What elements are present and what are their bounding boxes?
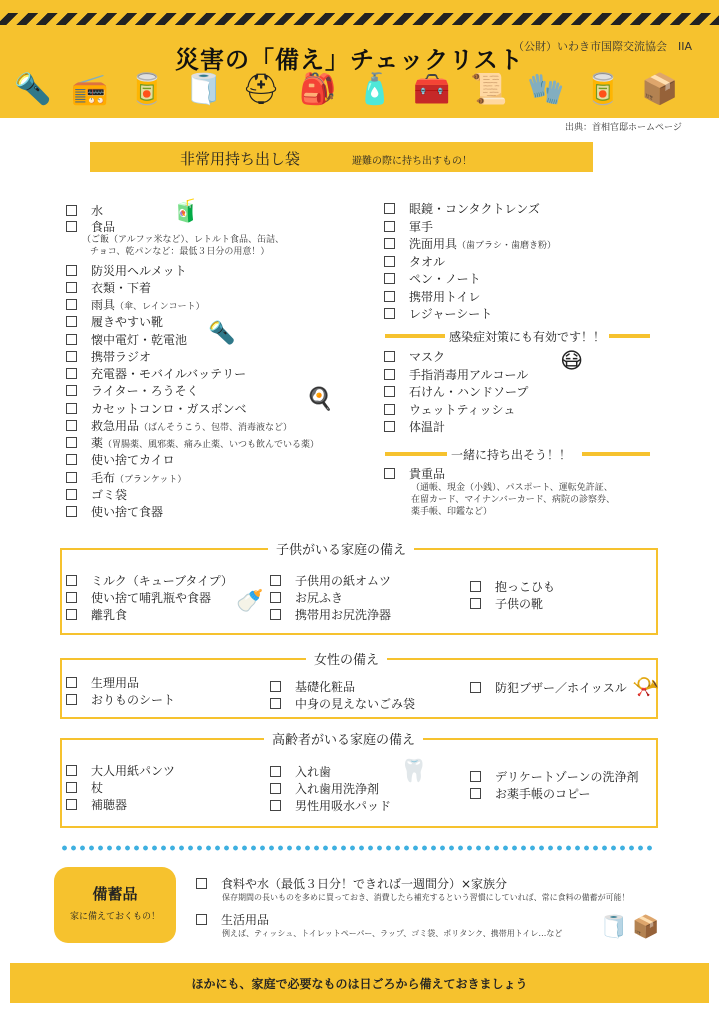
checklist-item[interactable] (66, 796, 127, 813)
checkbox[interactable] (384, 386, 395, 397)
checkbox[interactable] (270, 575, 281, 586)
checklist-item[interactable] (66, 365, 246, 382)
item-label: 充電器・モバイルバッテリー (91, 367, 247, 381)
checklist-item[interactable] (384, 418, 445, 435)
checklist-item[interactable] (470, 578, 555, 595)
checklist-item[interactable] (66, 348, 151, 365)
tissue-icon: 🧻 (185, 72, 223, 107)
heading-rule-left (385, 452, 447, 456)
stockpile-note1: 保存期間の長いものを多めに買っておき、消費したら補充するという習慣にしていれば、常に食料の備蓄が可能！ (222, 893, 630, 902)
checklist-item[interactable] (270, 797, 391, 814)
item-label: 杖 (91, 781, 104, 795)
item-label: タオル (409, 254, 446, 269)
stockpile-subtitle: 家に備えておくもの！ (69, 912, 160, 922)
checklist-item[interactable] (66, 779, 103, 796)
checkbox[interactable] (270, 698, 281, 709)
item-label: 懐中電灯・乾電池 (91, 333, 188, 347)
tissue-box-icon: 📦 (632, 915, 660, 940)
footer-message: ほかにも、家庭で必要なものは日ごろから備えておきましょう (191, 977, 528, 991)
flashlight-icon: 🔦 (14, 72, 52, 107)
item-label: 生活用品 (221, 913, 270, 927)
checkbox[interactable] (270, 681, 281, 692)
baby-bottle-icon: 🍼 (236, 589, 264, 614)
checkbox[interactable] (270, 766, 281, 777)
checklist-item[interactable] (66, 674, 139, 691)
gas-stove-icon: 🍳 (306, 387, 334, 412)
item-label: 食品 (91, 220, 116, 234)
stockpile-title: 備蓄品 (92, 885, 138, 903)
item-note: （傘、レインコート） (115, 302, 205, 312)
checkbox[interactable] (384, 238, 395, 249)
item-label: 薬 (91, 436, 104, 450)
checkbox[interactable] (66, 385, 77, 396)
helmet-icon: ⛑ (242, 72, 281, 107)
item-label: 眼鏡・コンタクトレンズ (409, 202, 540, 216)
checklist-item[interactable] (270, 780, 379, 797)
checkbox[interactable] (66, 420, 77, 431)
checklist-item[interactable] (66, 434, 319, 451)
checkbox[interactable] (66, 282, 77, 293)
checkbox[interactable] (384, 273, 395, 284)
item-label: 携帯用お尻洗浄器 (295, 608, 392, 622)
valuables-note-line2: 在留カード、マイナンバーカード、病院の診察券、 (411, 495, 615, 505)
wet-tissue-icon: 📦 (641, 72, 679, 107)
checkbox[interactable] (66, 437, 77, 448)
valuables-note-line1: （通帳、現金（小銭）、パスポート、運転免許証、 (411, 483, 613, 493)
checklist-item[interactable] (66, 503, 163, 520)
checkbox[interactable] (66, 205, 77, 216)
checklist-item[interactable] (66, 400, 247, 417)
checkbox[interactable] (66, 351, 77, 362)
checklist-item[interactable] (196, 911, 269, 928)
item-label: デリケートゾーンの洗浄剤 (495, 770, 639, 784)
item-label: 子供の靴 (495, 597, 544, 611)
checkbox[interactable] (384, 369, 395, 380)
checkbox[interactable] (470, 598, 481, 609)
whistle-icon: 📯 (632, 675, 660, 700)
item-label: 使い捨て食器 (91, 505, 164, 519)
hazard-stripes (0, 13, 719, 25)
infection-heading: 感染症対策にも有効です！！ (445, 328, 609, 345)
item-label: マスク (409, 350, 446, 364)
checklist-item[interactable] (66, 691, 175, 708)
checkbox[interactable] (66, 472, 77, 483)
item-label: 入れ歯用洗浄剤 (295, 782, 380, 796)
checklist-item[interactable] (384, 270, 481, 287)
flashlight-icon: 🔦 (208, 321, 236, 346)
checklist-item[interactable] (270, 606, 391, 623)
checkbox[interactable] (196, 878, 207, 889)
checklist-item[interactable] (66, 382, 199, 399)
checklist-item[interactable] (470, 768, 639, 785)
checkbox[interactable] (66, 334, 77, 345)
checklist-item[interactable] (384, 200, 540, 217)
item-label: 体温計 (409, 420, 446, 434)
checkbox[interactable] (66, 506, 77, 517)
checklist-item[interactable] (384, 305, 492, 322)
banner-title: 非常用持ち出し袋 (180, 150, 301, 168)
checkbox[interactable] (66, 265, 77, 276)
drinks-icon: 🧃 (172, 199, 200, 224)
food-note-line1: （ご飯（アルファ米など）、レトルト食品、缶詰、 (82, 235, 284, 245)
item-label: 大人用紙パンツ (91, 764, 176, 778)
water-bottle-icon: 🧴 (356, 72, 394, 107)
item-note: （胃腸薬、風邪薬、痛み止薬、いつも飲んでいる薬） (103, 440, 320, 450)
item-label: 洗面用具 (409, 237, 458, 251)
item-label: 抱っこひも (495, 580, 556, 594)
item-label: 毛布 (91, 471, 116, 485)
footer-band (10, 963, 709, 1003)
checklist-item[interactable] (66, 762, 175, 779)
checkbox[interactable] (270, 783, 281, 794)
children-heading: 子供がいる家庭の備え (268, 539, 414, 558)
checklist-item[interactable] (66, 486, 127, 503)
checklist-item[interactable] (270, 572, 391, 589)
heading-rule-left (385, 334, 445, 338)
checkbox[interactable] (384, 221, 395, 232)
checklist-item[interactable] (66, 469, 186, 486)
item-label: 離乳食 (91, 608, 128, 622)
checklist-item[interactable] (66, 331, 187, 348)
item-label: 水 (91, 204, 104, 218)
item-label: 入れ歯 (295, 765, 332, 779)
item-label: ペン・ノート (409, 272, 481, 286)
item-note: （ばんそうこう、包帯、消毒液など） (139, 423, 293, 433)
checkbox[interactable] (270, 800, 281, 811)
checkbox[interactable] (470, 771, 481, 782)
backpack-icon: 🎒 (299, 72, 337, 107)
item-label: お尻ふき (295, 591, 344, 605)
header-band (0, 0, 719, 118)
radio-icon: 📻 (71, 72, 109, 107)
checklist-item[interactable] (470, 595, 543, 612)
checkbox[interactable] (384, 421, 395, 432)
checkbox[interactable] (66, 677, 77, 688)
checkbox[interactable] (384, 468, 395, 479)
checkbox[interactable] (66, 782, 77, 793)
checklist-item[interactable] (270, 763, 331, 780)
checkbox[interactable] (196, 914, 207, 925)
item-label: 手指消毒用アルコール (409, 367, 529, 382)
item-label: 雨具 (91, 298, 116, 312)
item-label: ゴミ袋 (91, 488, 128, 502)
mask-icon: 😷 (560, 349, 583, 374)
item-label: ライター・ろうそく (91, 384, 199, 398)
checklist-item[interactable] (384, 235, 556, 252)
checklist-item[interactable] (384, 253, 445, 270)
item-label: 石けん・ハンドソープ (409, 385, 529, 399)
item-label: 履きやすい靴 (91, 315, 164, 329)
checkbox[interactable] (66, 454, 77, 465)
checklist-item[interactable] (66, 417, 292, 434)
organization-label: （公財）いわき市国際交流協会 IIA (513, 40, 693, 53)
item-label: 生理用品 (91, 676, 140, 690)
source-credit: 出典：首相官邸ホームページ (565, 123, 682, 133)
item-label: 基礎化粧品 (295, 680, 356, 694)
item-label: 衣類・下着 (91, 281, 152, 295)
page-title: 災害の「備え」チェックリスト (175, 46, 524, 74)
checklist-item[interactable] (384, 288, 480, 305)
elderly-heading: 高齢者がいる家庭の備え (264, 729, 423, 748)
checkbox[interactable] (66, 316, 77, 327)
checkbox[interactable] (66, 592, 77, 603)
checklist-item[interactable] (384, 401, 515, 418)
item-label: 使い捨て哺乳瓶や食器 (91, 591, 212, 605)
item-label: 食料や水（最低３日分！できれば一週間分）×家族分 (221, 877, 508, 891)
canned-food-icon: 🥫 (128, 72, 166, 107)
item-label: 貴重品 (409, 467, 446, 481)
checkbox[interactable] (384, 291, 395, 302)
item-label: 携帯用トイレ (409, 289, 481, 304)
checkbox[interactable] (270, 609, 281, 620)
checklist-item[interactable] (66, 451, 175, 468)
checkbox[interactable] (470, 682, 481, 693)
checkbox[interactable] (66, 403, 77, 414)
checklist-item[interactable] (66, 218, 115, 235)
item-label: お薬手帳のコピー (495, 787, 591, 801)
item-label: レジャーシート (409, 307, 493, 321)
item-note: （歯ブラシ・歯磨き粉） (457, 241, 557, 251)
checklist-item[interactable] (384, 218, 433, 235)
checklist-item[interactable] (66, 202, 103, 219)
checklist-item[interactable] (66, 572, 233, 589)
emergency-bag-banner (90, 142, 593, 172)
checklist-item[interactable] (66, 262, 187, 279)
checkbox[interactable] (384, 404, 395, 415)
gloves-icon: 🧤 (527, 72, 565, 107)
item-note: （ブランケット） (115, 475, 187, 485)
item-label: 男性用吸水パッド (295, 799, 392, 813)
checkbox[interactable] (470, 788, 481, 799)
heading-rule-right (582, 452, 650, 456)
item-label: 使い捨てカイロ (91, 453, 175, 467)
item-label: 防犯ブザー／ホイッスル (495, 681, 627, 695)
checkbox[interactable] (66, 575, 77, 586)
rice-cans-icon: 🥫 (584, 72, 622, 107)
checklist-item[interactable] (66, 589, 211, 606)
checkbox[interactable] (66, 299, 77, 310)
checkbox[interactable] (66, 694, 77, 705)
checkbox[interactable] (384, 256, 395, 267)
checkbox[interactable] (384, 351, 395, 362)
toilet-paper-icon: 🧻 (600, 915, 628, 940)
checklist-item[interactable] (196, 875, 507, 892)
checkbox[interactable] (270, 592, 281, 603)
stockpile-note2: 例えば、ティッシュ、トイレットペーパー、ラップ、ゴミ袋、ポリタンク、携帯用トイレ…など (222, 929, 563, 938)
item-label: ウェットティッシュ (409, 402, 516, 417)
item-label: カセットコンロ・ガスボンベ (91, 402, 247, 416)
checklist-item[interactable] (384, 465, 445, 482)
checkbox[interactable] (384, 203, 395, 214)
checkbox[interactable] (66, 368, 77, 379)
food-note-line2: チョコ、乾パンなど：最低３日分の用意！） (90, 247, 270, 257)
checklist-item[interactable] (270, 695, 415, 712)
women-heading: 女性の備え (306, 649, 387, 668)
valuables-note-line3: 薬手帳、印鑑など） (411, 507, 493, 517)
item-label: ミルク（キューブタイプ） (91, 574, 233, 588)
item-label: 携帯ラジオ (91, 350, 152, 364)
checklist-item[interactable] (66, 606, 127, 623)
checklist-item[interactable] (270, 678, 355, 695)
item-label: おりものシート (91, 693, 176, 707)
checkbox[interactable] (66, 489, 77, 500)
checklist-item[interactable] (66, 296, 205, 313)
checkbox[interactable] (66, 609, 77, 620)
item-label: 補聴器 (91, 798, 128, 812)
header-icon-row (14, 68, 714, 116)
checkbox[interactable] (66, 765, 77, 776)
stockpile-badge (54, 867, 176, 943)
dotted-divider (60, 845, 655, 851)
item-label: 軍手 (409, 219, 434, 234)
checklist-item[interactable] (66, 313, 163, 330)
item-label: 防災用ヘルメット (91, 264, 187, 278)
checklist-item[interactable] (384, 366, 528, 383)
checklist-item[interactable] (270, 589, 343, 606)
checklist-item[interactable] (470, 785, 591, 802)
first-aid-kit-icon: 🧰 (413, 72, 451, 107)
item-label: 救急用品 (91, 419, 140, 433)
checkbox[interactable] (66, 221, 77, 232)
checklist-item[interactable] (384, 348, 445, 365)
banner-subtitle: 避難の際に持ち出すもの！ (352, 156, 472, 167)
dentures-icon: 🦷 (400, 759, 428, 784)
checkbox[interactable] (66, 799, 77, 810)
checkbox[interactable] (384, 308, 395, 319)
checklist-item[interactable] (470, 679, 627, 696)
item-label: 子供用の紙オムツ (295, 574, 392, 588)
checklist-item[interactable] (66, 279, 151, 296)
checklist-item[interactable] (384, 383, 528, 400)
heading-rule-right (604, 334, 650, 338)
checkbox[interactable] (470, 581, 481, 592)
together-heading: 一緒に持ち出そう！！ (447, 446, 575, 463)
plastic-wrap-icon: 📜 (470, 72, 508, 107)
item-label: 中身の見えないごみ袋 (295, 697, 416, 711)
